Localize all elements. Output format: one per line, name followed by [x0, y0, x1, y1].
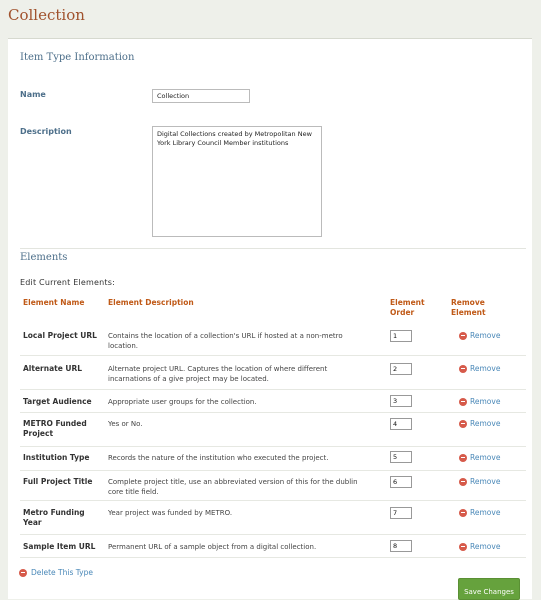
remove-label: Remove [470, 477, 501, 486]
remove-icon [459, 420, 467, 428]
remove-label: Remove [470, 419, 501, 428]
element-order-input[interactable] [390, 418, 412, 430]
column-header-element-order: Element Order [390, 298, 425, 317]
item-type-information-heading: Item Type Information [20, 52, 135, 63]
elements-heading: Elements [20, 252, 68, 263]
element-name: Full Project Title [23, 477, 93, 486]
remove-element-link[interactable] [459, 419, 500, 428]
section-divider [20, 248, 526, 249]
delete-this-type-label: Delete This Type [31, 568, 93, 577]
remove-icon [459, 398, 467, 406]
delete-icon [19, 569, 27, 577]
column-header-remove-element: Remove Element [451, 298, 486, 317]
save-changes-button[interactable]: Save Changes [458, 578, 520, 600]
element-row [20, 446, 526, 471]
remove-label: Remove [470, 508, 501, 517]
remove-icon [459, 509, 467, 517]
remove-label: Remove [470, 331, 501, 340]
element-description: Appropriate user groups for the collection. [108, 398, 257, 406]
remove-label: Remove [470, 542, 501, 551]
element-name: Metro Funding Year [23, 508, 85, 527]
remove-label: Remove [470, 453, 501, 462]
remove-icon [459, 478, 467, 486]
column-header-element-name: Element Name [23, 298, 85, 307]
description-label: Description [20, 127, 72, 136]
element-order-input[interactable] [390, 395, 412, 407]
element-name: Institution Type [23, 453, 90, 462]
element-row [20, 355, 526, 390]
remove-element-link[interactable] [459, 397, 500, 406]
element-description: Year project was funded by METRO. [108, 509, 233, 517]
element-description: Records the nature of the institution who executed the project. [108, 454, 329, 462]
edit-current-elements-heading: Edit Current Elements: [20, 278, 116, 287]
remove-icon [459, 543, 467, 551]
element-row [20, 500, 526, 535]
element-description: Contains the location of a collection's URL if hosted at a non-metro location. [108, 332, 343, 350]
remove-icon [459, 332, 467, 340]
element-description: Complete project title, use an abbreviated version of this for the dublin core title field. [108, 478, 358, 496]
element-order-input[interactable] [390, 476, 412, 488]
name-input[interactable] [152, 89, 250, 103]
element-name: Target Audience [23, 397, 92, 406]
item-type-form [8, 38, 532, 599]
element-row [20, 389, 526, 413]
column-header-element-description: Element Description [108, 298, 194, 307]
element-order-input[interactable] [390, 330, 412, 342]
remove-icon [459, 454, 467, 462]
element-description: Yes or No. [108, 420, 143, 428]
element-row [20, 412, 526, 447]
page-title: Collection [8, 6, 85, 24]
remove-element-link[interactable] [459, 453, 500, 462]
remove-element-link[interactable] [459, 364, 500, 373]
remove-element-link[interactable] [459, 542, 500, 551]
element-row [20, 534, 526, 558]
element-name: Alternate URL [23, 364, 83, 373]
element-name: Sample Item URL [23, 542, 96, 551]
delete-this-type-link[interactable] [19, 568, 93, 577]
remove-element-link[interactable] [459, 508, 500, 517]
remove-element-link[interactable] [459, 331, 500, 340]
element-row [20, 470, 526, 501]
remove-element-link[interactable] [459, 477, 500, 486]
element-order-input[interactable] [390, 540, 412, 552]
remove-label: Remove [470, 364, 501, 373]
element-order-input[interactable] [390, 363, 412, 375]
element-row [20, 321, 526, 356]
remove-label: Remove [470, 397, 501, 406]
element-name: METRO Funded Project [23, 419, 87, 438]
element-description: Permanent URL of a sample object from a digital collection. [108, 543, 317, 551]
remove-icon [459, 365, 467, 373]
element-order-input[interactable] [390, 507, 412, 519]
description-textarea[interactable] [152, 126, 322, 237]
element-description: Alternate project URL. Captures the location of where different incarnations of a give project may be located. [108, 365, 328, 383]
element-name: Local Project URL [23, 331, 97, 340]
element-order-input[interactable] [390, 451, 412, 463]
name-label: Name [20, 90, 46, 99]
